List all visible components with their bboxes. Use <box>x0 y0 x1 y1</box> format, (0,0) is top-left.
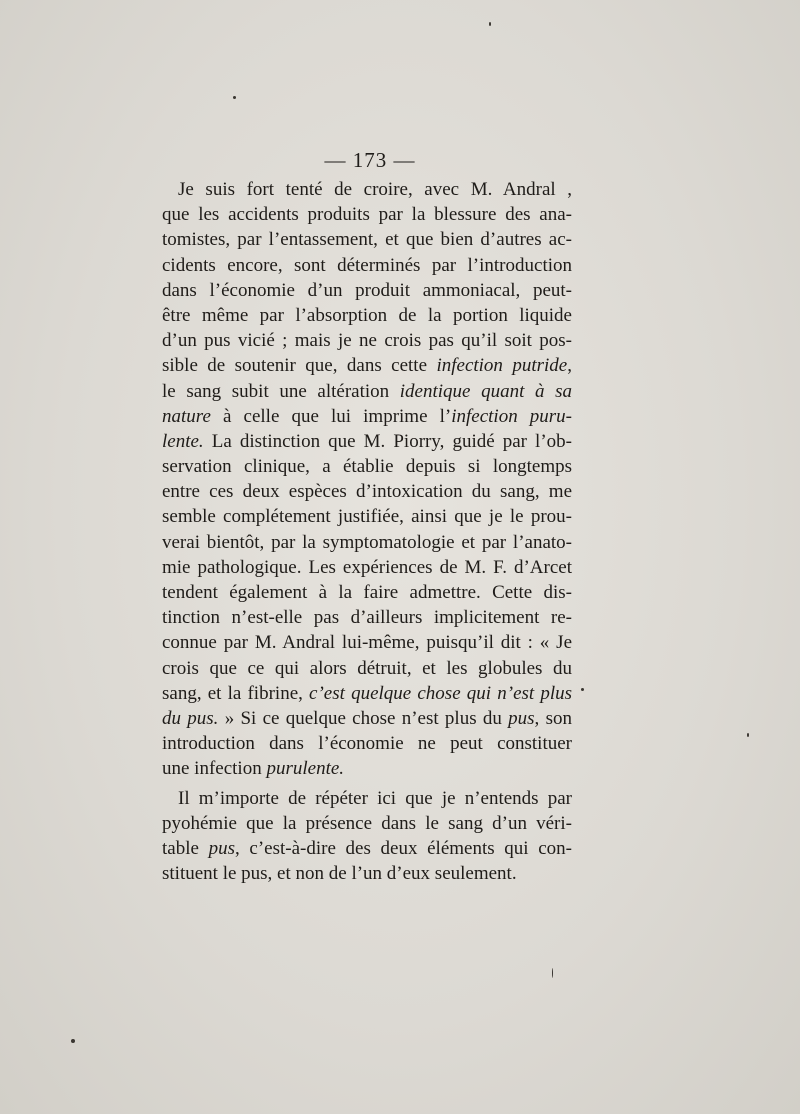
text-run: à celle que lui imprime l’ <box>210 405 452 427</box>
text-line <box>162 177 572 202</box>
text-line <box>162 756 572 781</box>
text-run: Je suis fort tenté de croire, avec M. Andral , <box>178 179 572 200</box>
text-line <box>162 630 572 655</box>
text-run: cidents encore, sont déterminés par l’introduction <box>162 254 572 276</box>
text-line <box>162 278 572 303</box>
text-line <box>162 861 572 886</box>
text-run: tomistes, par l’entassement, et que bien d’autres ac- <box>162 229 572 251</box>
text-line <box>162 706 572 731</box>
text-line <box>162 811 572 836</box>
text-line <box>162 656 572 681</box>
text-run: connue par M. Andral lui-même, puisqu’il dit : « Je <box>162 632 572 654</box>
text-line <box>162 479 572 504</box>
italic-run: infection puru- <box>451 405 573 427</box>
text-line <box>162 681 572 706</box>
text-run: servation clinique, a établie depuis si longtemps <box>162 456 572 478</box>
text-line <box>162 504 572 529</box>
text-line <box>162 605 572 630</box>
text-line <box>162 404 572 429</box>
text-run: être même par l’absorption de la portion liquide <box>162 304 572 326</box>
italic-run: nature <box>162 405 211 427</box>
text-run: d’un pus vicié ; mais je ne crois pas qu’il soit pos- <box>162 330 572 352</box>
paper-speck <box>581 688 584 691</box>
text-run: une infection <box>162 758 267 780</box>
paper-speck <box>71 1039 75 1043</box>
paper-speck <box>233 96 236 99</box>
text-run: Il m’importe de répéter ici que je n’entends par <box>178 787 572 809</box>
text-line <box>162 836 572 861</box>
text-run: sang, et la fibrine, <box>162 682 310 704</box>
italic-run: c’est quelque chose qui n’est plus <box>309 682 573 704</box>
text-line <box>162 379 572 404</box>
text-run: La distinction que M. Piorry, guidé par l’ob- <box>203 430 572 452</box>
italic-run: pus <box>208 837 235 859</box>
italic-run: infection putride <box>436 355 568 377</box>
text-run: tinction n’est-elle pas d’ailleurs implicitement re- <box>162 607 572 629</box>
italic-run: pus <box>508 707 535 729</box>
text-run: mie pathologique. Les expériences de M. F. d’Arcet <box>162 556 572 578</box>
text-line <box>162 786 572 811</box>
text-run: , son <box>534 707 572 729</box>
text-line <box>162 555 572 580</box>
text-run: tendent également à la faire admettre. Cette dis- <box>162 582 572 603</box>
text-line <box>162 328 572 353</box>
text-line <box>162 253 572 278</box>
text-run: semble complétement justifiée, ainsi que je le prou- <box>162 506 572 528</box>
text-run: pyohémie que la présence dans le sang d’un véri- <box>162 812 572 834</box>
text-run: stituent le pus, et non de l’un d’eux seulement. <box>162 863 517 885</box>
text-run: sible de soutenir que, dans cette <box>162 355 437 377</box>
italic-run: du pus. <box>162 707 219 729</box>
text-line <box>162 530 572 555</box>
text-run: que les accidents produits par la blessure des ana- <box>162 204 572 226</box>
text-run: table <box>162 837 209 859</box>
text-run: le sang subit une altération <box>162 380 400 402</box>
paper-speck <box>552 968 553 978</box>
text-run: introduction dans l’économie ne peut constituer <box>162 733 572 755</box>
text-line <box>162 429 572 454</box>
paper-speck <box>747 733 749 737</box>
text-line <box>162 202 572 227</box>
text-line <box>162 227 572 252</box>
body-text <box>162 177 572 886</box>
italic-run: lente. <box>162 430 204 452</box>
text-run: crois que ce qui alors détruit, et les globules du <box>162 657 572 679</box>
text-line <box>162 303 572 328</box>
italic-run: identique quant à sa <box>399 380 572 402</box>
page-number: — 173 — <box>324 148 416 172</box>
text-run: , c’est-à-dire des deux éléments qui con- <box>234 837 572 859</box>
text-line <box>162 454 572 479</box>
text-run: , <box>567 355 572 377</box>
text-run: dans l’économie d’un produit ammoniacal, peut- <box>162 279 572 301</box>
text-run: verai bientôt, par la symptomatologie et par l’anato- <box>162 531 572 553</box>
text-line <box>162 580 572 605</box>
text-line <box>162 731 572 756</box>
italic-run: purulente. <box>266 758 345 780</box>
text-run: » Si ce quelque chose n’est plus du <box>218 707 509 729</box>
text-run: entre ces deux espèces d’intoxication du sang, me <box>162 481 572 503</box>
paper-speck <box>489 22 491 26</box>
text-line <box>162 353 572 378</box>
